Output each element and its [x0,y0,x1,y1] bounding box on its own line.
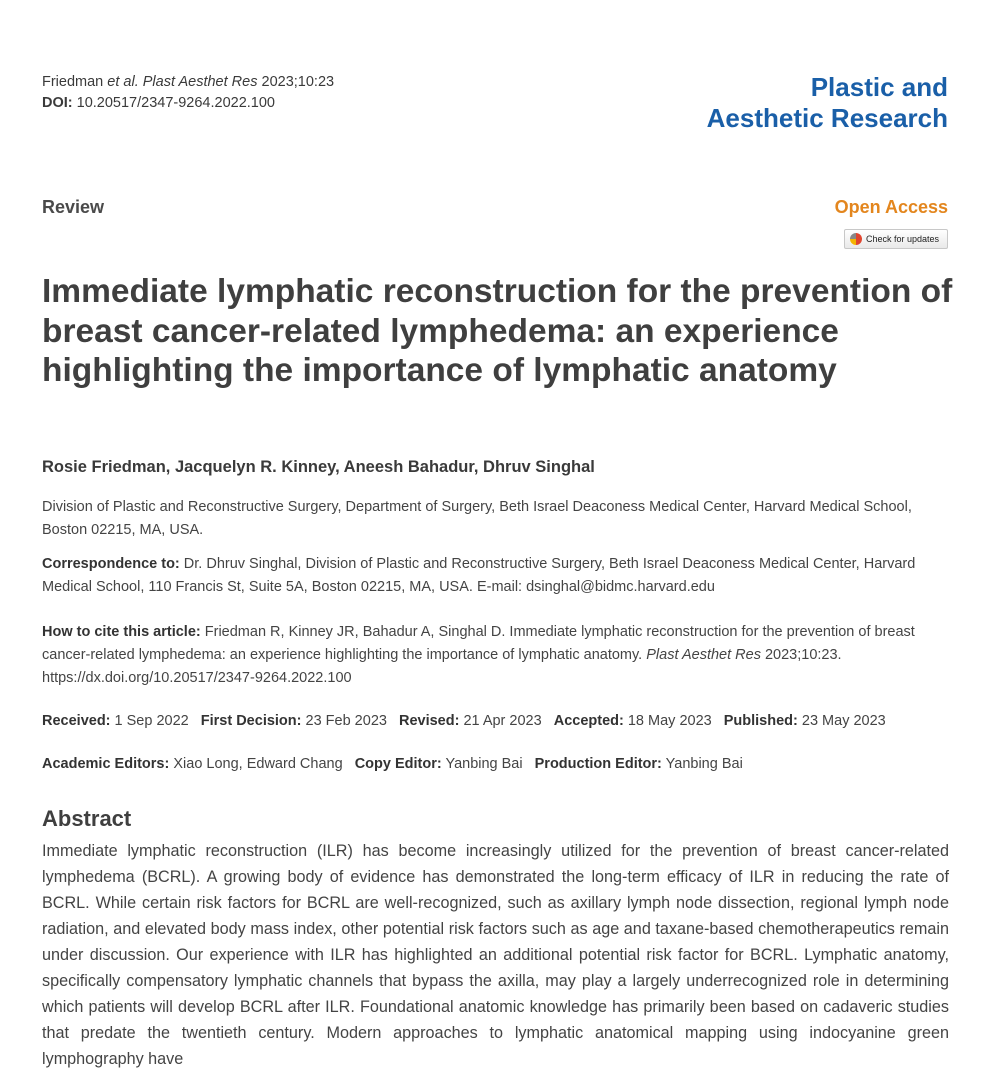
publication-dates [42,710,954,733]
how-to-cite-text: Friedman R, Kinney JR, Bahadur A, Singhal D. Immediate lymphatic reconstruction for the prevention of breast cancer-related lymphedema: an experience highlighting the importance of lymphatic anatomy. [42,624,915,663]
citation-ref [42,72,334,93]
academic-editors-label: Academic Editors: [42,756,170,772]
published-label: Published: [723,713,798,729]
check-updates-icon [850,233,862,245]
citation-authors: Friedman [42,74,104,90]
citation-journal: Plast Aesthet Res [142,74,258,90]
journal-name-line2: Aesthetic Research [706,103,948,133]
received-date: 1 Sep 2022 [114,713,189,729]
journal-name-line1: Plastic and [810,72,948,102]
article-type: Review [42,197,105,217]
how-to-cite-tail: 2023;10:23. https://dx.doi.org/10.20517/2347-9264.2022.100 [42,647,842,686]
correspondence-label: Correspondence to: [42,556,180,572]
affiliation: Division of Plastic and Reconstructive Surgery, Department of Surgery, Beth Israel Deaconess Medical Center, Harvard Medical School, Boston 02215, MA, USA. [42,499,912,538]
copy-editor: Yanbing Bai [445,756,523,772]
citation-year-vol: 2023;10:23 [261,74,335,90]
abstract-body: Immediate lymphatic reconstruction (ILR) has become increasingly utilized for the prevention of breast cancer-related lymphedema (BCRL). A growing body of evidence has demonstrated the long-term efficacy of ILR in reducing the rate of BCRL. While certain risk factors for BCRL are well-recognized, such as axillary lymph node dissection, regional lymph node radiation, and elevated body mass index, other potential risk factors such as age and taxane-based chemotherapeutics remain under discussion. Our experience with ILR has highlighted an additional potential risk factor for BCRL. Lymphatic anatomy, specifically compensatory lymphatic channels that bypass the axilla, may play a largely underrecognized role in determining which patients will develop BCRL after ILR. Foundational anatomic knowledge has primarily been based on cadaveric studies that predate the twentieth century. Modern approaches to lymphatic anatomical mapping using indocyanine green lymphography have [42,842,949,1068]
first-decision-label: First Decision: [200,713,302,729]
correspondence-text: Dr. Dhruv Singhal, Division of Plastic and Reconstructive Surgery, Beth Israel Deaconess Medical Center, Harvard Medical School, 110 Francis St, Suite 5A, Boston 02215, MA, USA. E-mail: dsinghal@bidmc.harvard.edu [42,556,916,595]
citation-header [42,72,334,114]
production-editor-label: Production Editor: [534,756,662,772]
copy-editor-label: Copy Editor: [354,756,442,772]
how-to-cite-label: How to cite this article: [42,624,201,640]
author-list: Rosie Friedman, Jacquelyn R. Kinney, Aneesh Bahadur, Dhruv Singhal [42,458,595,476]
doi-link[interactable]: 10.20517/2347-9264.2022.100 [76,95,275,111]
open-access-badge: Open Access [834,197,948,217]
how-to-cite-journal: Plast Aesthet Res [646,647,761,663]
academic-editors: Xiao Long, Edward Chang [173,756,343,772]
check-updates-label: Check for updates [866,234,940,244]
received-label: Received: [42,713,111,729]
journal-logo-text[interactable] [707,72,948,134]
how-to-cite [42,621,954,690]
accepted-date: 18 May 2023 [627,713,712,729]
check-for-updates-button[interactable] [844,229,948,249]
doi-line [42,93,334,114]
published-date: 23 May 2023 [801,713,886,729]
article-title: Immediate lymphatic reconstruction for the prevention of breast cancer-related lymphedema: an experience highlighting the importance of lymphatic anatomy [42,273,953,389]
editors-line [42,753,954,776]
correspondence [42,553,954,599]
abstract-heading: Abstract [42,806,132,831]
accepted-label: Accepted: [553,713,624,729]
production-editor: Yanbing Bai [665,756,743,772]
doi-label: DOI: [42,95,73,111]
first-decision-date: 23 Feb 2023 [305,713,387,729]
revised-label: Revised: [398,713,460,729]
citation-etal: et al. [107,74,139,90]
revised-date: 21 Apr 2023 [463,713,542,729]
